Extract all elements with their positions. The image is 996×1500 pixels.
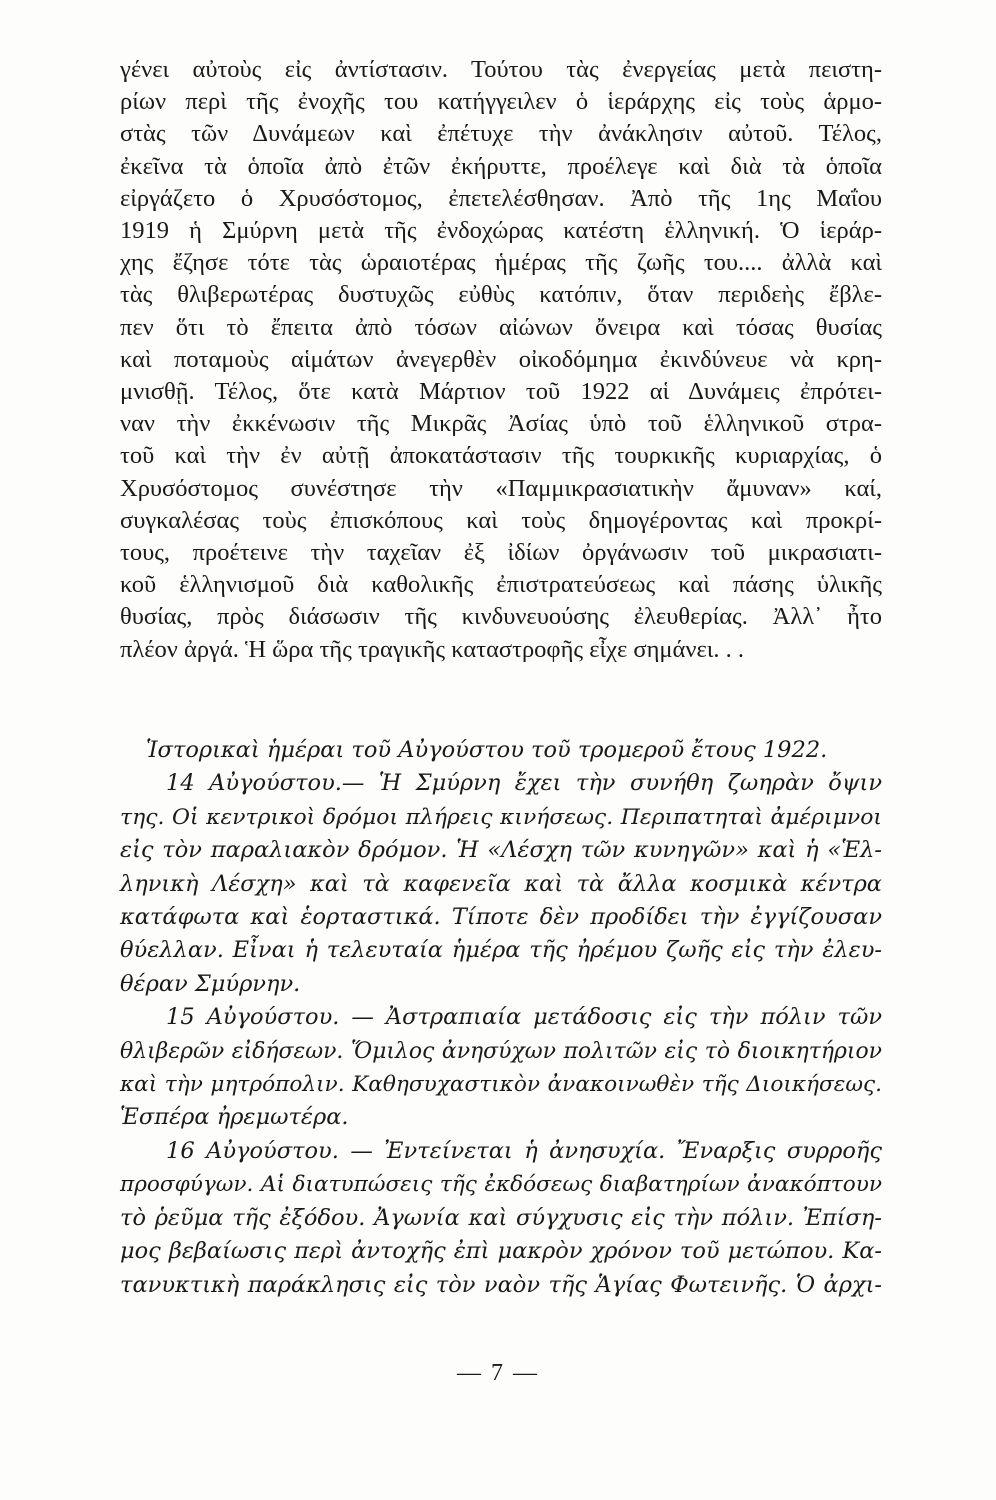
text-line: μνισθῇ. Τέλος, ὅτε κατὰ Μάρτιον τοῦ 1922 αἱ Δυνάμεις ἐπρότει- xyxy=(120,378,882,406)
text-line: Χρυσόστομος συνέστησε τὴν «Παμμικρασιατικὴν ἄμυναν» καί, xyxy=(120,474,882,502)
text-line: χης ἔζησε τότε τὰς ὡραιοτέρας ἡμέρας τῆς ζωῆς του.... ἀλλὰ καὶ xyxy=(120,249,882,277)
text-line: συγκαλέσας τοὺς ἐπισκόπους καὶ τοὺς δημογέροντας καὶ προκρί- xyxy=(120,506,882,534)
text-line: προσφύγων. Αἱ διατυπώσεις τῆς ἐκδόσεως διαβατηρίων ἀνακόπτουν xyxy=(120,1172,882,1198)
entry-august-16: 16 Αὐγούστου. — Ἐντείνεται ἡ ἀνησυχία. Ἔναρξις συρροῆς xyxy=(166,1137,882,1164)
entry-august-15: 15 Αὐγούστου. — Ἀστραπιαία μετάδοσις εἰς τὴν πόλιν τῶν xyxy=(166,1004,882,1031)
text-line: καὶ ποταμοὺς αἱμάτων ἀνεγερθὲν οἰκοδόμημα ἐκινδύνευε νὰ κρη- xyxy=(120,345,882,373)
text-line: στὰς τῶν Δυνάμεων καὶ ἐπέτυχε τὴν ἀνάκλησιν αὐτοῦ. Τέλος, xyxy=(120,120,882,148)
text-line: θλιβερῶν εἰδήσεων. Ὅμιλος ἀνησύχων πολιτῶν εἰς τὸ διοικητήριον xyxy=(120,1038,882,1064)
text-line: καὶ τὴν μητρόπολιν. Καθησυχαστικὸν ἀνακοινωθὲν τῆς Διοικήσεως. xyxy=(120,1072,882,1098)
text-line: εἰς τὸν παραλιακὸν δρόμον. Ἡ «Λέσχη τῶν κυνηγῶν» καὶ ἡ «Ἑλ- xyxy=(120,837,882,864)
text-line: τὸ ῥεῦμα τῆς ἐξόδου. Ἀγωνία καὶ σύγχυσις εἰς τὴν πόλιν. Ἐπίση- xyxy=(120,1204,882,1231)
text-line: Ἑσπέρα ἠρεμωτέρα. xyxy=(120,1104,349,1131)
text-line: θέραν Σμύρνην. xyxy=(120,970,301,997)
text-line: κατάφωτα καὶ ἑορταστικά. Τίποτε δὲν προδίδει τὴν ἐγγίζουσαν xyxy=(120,904,882,931)
paragraph-smyrna-history xyxy=(120,54,882,666)
text-line: τους, προέτεινε τὴν ταχεῖαν ἐξ ἰδίων ὀργάνωσιν τοῦ μικρασιατι- xyxy=(120,539,882,567)
page-number: — 7 — xyxy=(457,1360,539,1386)
text-line: θυσίας, πρὸς διάσωσιν τῆς κινδυνευούσης ἐλευθερίας. Ἀλλ᾽ ἦτο xyxy=(120,603,882,631)
text-line: της. Οἱ κεντρικοὶ δρόμοι πλήρεις κινήσεως. Περιπατηταὶ ἀμέριμνοι xyxy=(120,804,882,830)
section-heading: Ἱστορικαὶ ἡμέραι τοῦ Αὐγούστου τοῦ τρομεροῦ ἔτους 1922. xyxy=(146,737,828,763)
text-line: κοῦ ἑλληνισμοῦ διὰ καθολικῆς ἐπιστρατεύσεως καὶ πάσης ὑλικῆς xyxy=(120,571,882,599)
text-line: ναν τὴν ἐκκένωσιν τῆς Μικρᾶς Ἀσίας ὑπὸ τοῦ ἑλληνικοῦ στρα- xyxy=(120,410,882,438)
text-line: τὰς θλιβερωτέρας δυστυχῶς εὐθὺς κατόπιν, ὅταν περιδεὴς ἔβλε- xyxy=(120,281,882,309)
text-line: πεν ὅτι τὸ ἔπειτα ἀπὸ τόσων αἰώνων ὄνειρα καὶ τόσας θυσίας xyxy=(120,313,882,341)
text-line: γένει αὐτοὺς εἰς ἀντίστασιν. Τούτου τὰς ἐνεργείας μετὰ πειστη- xyxy=(120,56,882,83)
text-line: 1919 ἡ Σμύρνη μετὰ τῆς ἐνδοχώρας κατέστη ἑλληνική. Ὁ ἱεράρ- xyxy=(120,217,882,245)
text-line: εἰργάζετο ὁ Χρυσόστομος, ἐπετελέσθησαν. Ἀπὸ τῆς 1ης Μαΐου xyxy=(120,184,882,212)
entry-august-14: 14 Αὐγούστου.— Ἡ Σμύρνη ἔχει τὴν συνήθη ζωηρὰν ὄψιν xyxy=(166,770,882,797)
text-line: τοῦ καὶ τὴν ἐν αὐτῇ ἀποκατάστασιν τῆς τουρκικῆς κυριαρχίας, ὁ xyxy=(120,442,882,470)
text-line: ρίων περὶ τῆς ἐνοχῆς του κατήγγειλεν ὁ ἱεράρχης εἰς τοὺς ἁρμο- xyxy=(120,88,882,116)
text-line: μος βεβαίωσις περὶ ἀντοχῆς ἐπὶ μακρὸν χρόνον τοῦ μετώπου. Κα- xyxy=(120,1238,882,1265)
section-august-days xyxy=(120,734,882,1302)
text-line: θύελλαν. Εἶναι ἡ τελευταία ἡμέρα τῆς ἠρέμου ζωῆς εἰς τὴν ἐλευ- xyxy=(120,937,882,964)
text-line: ἐκεῖνα τὰ ὁποῖα ἀπὸ ἐτῶν ἐκήρυττε, προέλεγε καὶ διὰ τὰ ὁποῖα xyxy=(120,152,882,180)
text-line: ληνικὴ Λέσχη» καὶ τὰ καφενεῖα καὶ τὰ ἄλλα κοσμικὰ κέντρα xyxy=(120,870,882,897)
text-line: πλέον ἀργά. Ἡ ὥρα τῆς τραγικῆς καταστροφῆς εἶχε σημάνει. . . xyxy=(120,635,744,663)
text-line: τανυκτικὴ παράκλησις εἰς τὸν ναὸν τῆς Ἁγίας Φωτεινῆς. Ὁ ἀρχι- xyxy=(120,1271,882,1298)
